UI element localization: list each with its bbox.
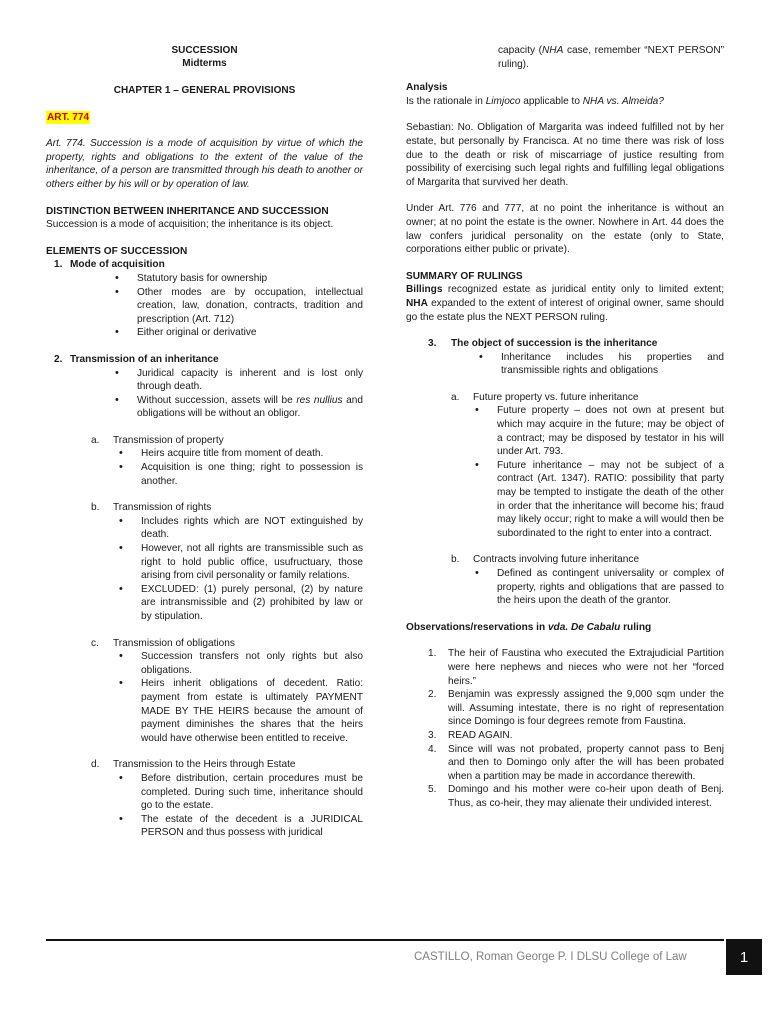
element-item-2: [46, 353, 363, 367]
subsection-letter: b.: [91, 502, 100, 514]
subsection-a: [406, 391, 724, 405]
item-text: Benjamin was expressly assigned the 9,000 sqm under the will. Assuming intestate, there is no right of representation since Domingo is four degrees remote from Faustina.: [448, 689, 724, 728]
text-run: Without succession, assets will be: [137, 394, 297, 406]
bold-text: Billings: [406, 284, 443, 296]
subsection-d: [46, 758, 363, 772]
emphasis-text: vda. De Cabalu: [547, 621, 621, 633]
text-run: Observations/reservations in: [406, 621, 548, 633]
list-item: • Future property – does not own at present but which may acquire in the future; may be object of a contract; may be disposed by testator in his will under Art. 793.: [475, 404, 724, 458]
list-item: [115, 394, 363, 421]
distinction-heading: DISTINCTION BETWEEN INHERITANCE AND SUCCESSION: [46, 205, 329, 217]
list-item: • Statutory basis for ownership: [115, 272, 363, 286]
list-item: • Acquisition is one thing; right to possession is another.: [119, 461, 363, 488]
item-number: 5.: [428, 784, 437, 796]
list-item: • Before distribution, certain procedures must be completed. During such time, inheritance should go to the estate.: [119, 772, 363, 813]
subsection-letter: b.: [451, 554, 460, 566]
element-label: Transmission of an inheritance: [70, 353, 219, 365]
document-title: SUCCESSION: [171, 45, 238, 56]
subsection-b: [46, 501, 363, 515]
bullet-list: [46, 772, 363, 840]
article-tag: ART. 774: [47, 111, 90, 123]
footer-author: CASTILLO, Roman George P. I DLSU College of Law: [414, 951, 687, 963]
text-run: Is the rationale in: [406, 95, 486, 107]
item-text: Since will was not probated, property cannot pass to Benj and then to Domingo only after the will has been probated when a partition may be made in accordance therewith.: [448, 743, 724, 782]
item-number: 3.: [428, 729, 437, 741]
subsection-label: Transmission of property: [113, 434, 224, 446]
list-item: • EXCLUDED: (1) purely personal, (2) by nature are intransmissible and (2) prohibited by law or by stipulation.: [119, 583, 363, 624]
observations-heading: [406, 621, 724, 635]
subsection-b: [406, 553, 724, 567]
list-item: • Defined as contingent universality or complex of property, rights and obligations that are passed to the heirs upon the death of the grantor.: [475, 567, 724, 608]
chapter-heading: CHAPTER 1 – GENERAL PROVISIONS: [113, 85, 296, 96]
list-item: • Future inheritance – may not be subject of a contract (Art. 1347). RATIO: possibility that party may be tempted to instigate the death of the other in order that the inheritance will become his; fraud may likely occur; right to make a will would then be subordinated to the right to enter into a contract.: [475, 459, 724, 541]
list-item: • Heirs inherit obligations of decedent. Ratio: payment from estate is ultimately PAYMENT MADE BY THE HEIRS because the amount of payment diminishes the shares that the heirs would have otherwise been entitled to receive.: [119, 677, 363, 745]
subsection-letter: c.: [91, 637, 99, 649]
subsection-label: Contracts involving future inheritance: [473, 554, 640, 566]
subsection-c: [46, 637, 363, 651]
text-run: recognized estate as juridical entity only to limited extent;: [442, 284, 724, 296]
analysis-heading: Analysis: [406, 82, 448, 94]
list-item: • Other modes are by occupation, intellectual creation, law, donation, contracts, tradition and prescription (Art. 712): [115, 286, 363, 327]
observations-list: [406, 647, 724, 810]
text-run: case, remember “NEXT PERSON” ruling).: [498, 45, 724, 70]
summary-paragraph: [406, 283, 724, 324]
text-run: capacity (: [498, 45, 543, 56]
item-number: 1.: [428, 648, 437, 660]
bullet-list: [406, 351, 724, 378]
right-column: [406, 44, 724, 811]
element-number: 3.: [428, 338, 437, 350]
text-run: applicable to: [520, 95, 583, 107]
emphasis-text: NHA: [542, 45, 564, 56]
bullet-list: [46, 272, 363, 340]
list-item: • However, not all rights are transmissible such as right to hold public office, usufructuary, those arising from civil personality or family relations.: [119, 542, 363, 583]
element-number: 2.: [54, 353, 63, 365]
text-run: and obligations will be without an obligor.: [137, 394, 363, 420]
continued-text: [406, 44, 724, 71]
item-number: 4.: [428, 743, 437, 755]
list-item: • Succession transfers not only rights but also obligations.: [119, 650, 363, 677]
element-label: The object of succession is the inheritance: [451, 338, 658, 350]
distinction-text: Succession is a mode of acquisition; the inheritance is its object.: [46, 219, 334, 231]
list-item: [406, 688, 724, 729]
text-run: expanded to the extent of interest of original owner, same should go the estate plus the NEXT PERSON ruling.: [406, 297, 724, 323]
document-subtitle: Midterms: [182, 58, 227, 69]
subsection-a: [46, 434, 363, 448]
analysis-paragraph: Sebastian: No. Obligation of Margarita was indeed fulfilled not by her estate, but personally by Francisca. At no time there was risk of loss due to the death or risk of miscarriage of justice resulting from possibility of exercising such legal rights and fulfilling legal obligations of Margarita that survived her death.: [406, 122, 724, 188]
subsection-label: Transmission of obligations: [113, 637, 235, 649]
list-item: • Heirs acquire title from moment of death.: [119, 447, 363, 461]
left-column: [46, 44, 363, 840]
list-item: • Juridical capacity is inherent and is lost only through death.: [115, 367, 363, 394]
analysis-question: [406, 95, 724, 109]
item-text: Domingo and his mother were co-heir upon death of Benj. Thus, as co-heir, they may alienate their undivided interest.: [448, 784, 724, 809]
subsection-label: Transmission to the Heirs through Estate: [113, 759, 296, 771]
list-item: [406, 743, 724, 784]
emphasis-text: res nullius: [296, 394, 343, 406]
list-item: • Includes rights which are NOT extinguished by death.: [119, 515, 363, 542]
footer-divider: [46, 939, 724, 941]
item-text: READ AGAIN.: [448, 729, 513, 741]
list-item: [406, 647, 724, 688]
subsection-letter: a.: [451, 391, 460, 403]
list-item: • Inheritance includes his properties and transmissible rights and obligations: [479, 351, 724, 378]
summary-heading: SUMMARY OF RULINGS: [406, 270, 523, 282]
bullet-list: [46, 367, 363, 421]
list-item: [406, 729, 724, 743]
article-text: Art. 774. Succession is a mode of acquisition by virtue of which the property, rights and obligations to the extent of the value of the inheritance, of a person are transmitted through his death to another or others either by his will or by operation of law.: [46, 138, 363, 190]
bullet-list: [46, 447, 363, 488]
element-item-1: [46, 258, 363, 272]
bullet-list: [406, 404, 724, 540]
list-item: [406, 783, 724, 810]
element-number: 1.: [54, 259, 63, 271]
subsection-label: Transmission of rights: [113, 502, 212, 514]
item-number: 2.: [428, 689, 437, 701]
element-item-3: [406, 337, 724, 351]
bullet-list: [406, 567, 724, 608]
page-number: 1: [726, 939, 762, 975]
list-item: • The estate of the decedent is a JURIDICAL PERSON and thus possess with juridical: [119, 813, 363, 840]
text-run: ruling: [620, 621, 652, 633]
bold-text: NHA: [406, 297, 428, 309]
emphasis-text: Limjoco: [485, 95, 521, 107]
item-text: The heir of Faustina who executed the Extrajudicial Partition were here nephews and nieces who were not her “forced heirs.”: [448, 648, 724, 687]
subsection-label: Future property vs. future inheritance: [473, 391, 639, 403]
subsection-letter: d.: [91, 759, 100, 771]
subsection-letter: a.: [91, 434, 100, 446]
element-label: Mode of acquisition: [70, 259, 165, 271]
emphasis-text: NHA vs. Almeida?: [582, 95, 664, 107]
list-item: • Either original or derivative: [115, 326, 363, 340]
analysis-paragraph: Under Art. 776 and 777, at no point the inheritance is without an owner; at no point the estate is the owner. Nowhere in Art. 44 does the law confers juridical personality on the estate (only to State, corporations either public or private).: [406, 203, 724, 256]
bullet-list: [46, 515, 363, 624]
bullet-list: [46, 650, 363, 745]
elements-heading: ELEMENTS OF SUCCESSION: [46, 245, 188, 257]
